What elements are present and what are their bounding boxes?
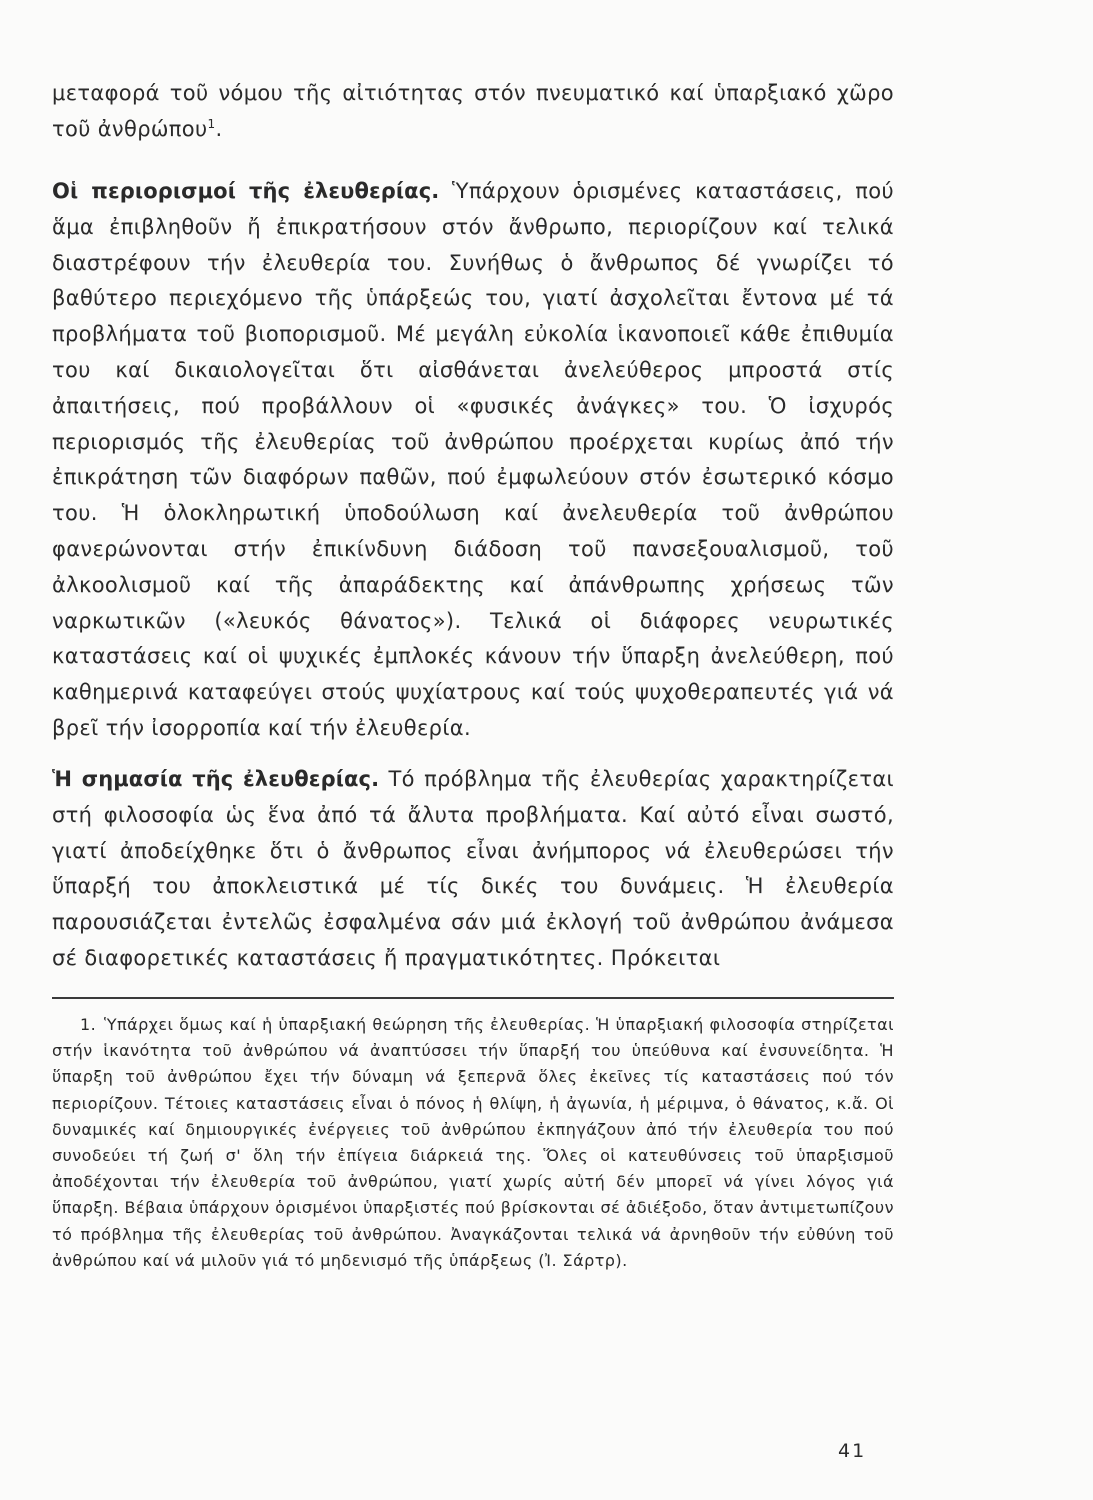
limits-body-text: Ὑπάρχουν ὁρισμένες καταστάσεις, πού ἅμα ἐπιβληθοῦν ἤ ἐπικρατήσουν στόν ἄνθρωπο, περιορίζουν καί τελικά διαστρέφουν τήν ἐλευθερία του. Συνήθως ὁ ἄνθρωπος δέ γνωρίζει τό βαθύτερο περιεχόμενο τῆς ὑπάρξεώς του, γιατί ἀσχολεῖται ἔντονα μέ τά προβλήματα τοῦ βιοπορισμοῦ. Μέ μεγάλη εὐκολία ἱκανοποιεῖ κάθε ἐπιθυμία του καί δικαιολογεῖται ὅτι αἰσθάνεται ἀνελεύθερος μπροστά στίς ἀπαιτήσεις, πού προβάλλουν οἱ «φυσικές ἀνάγκες» του. Ὁ ἰσχυρός περιορισμός τῆς ἐλευθερίας τοῦ ἀνθρώπου προέρχεται κυρίως ἀπό τήν ἐπικράτηση τῶν διαφόρων παθῶν, πού ἐμφωλεύουν στόν ἐσωτερικό κόσμο του. Ἡ ὁλοκληρωτική ὑποδούλωση καί ἀνελευθερία τοῦ ἀνθρώπου φανερώνονται στήν ἐπικίνδυνη διάδοση τοῦ πανσεξουαλισμοῦ, τοῦ ἀλκοολισμοῦ καί τῆς ἀπαράδεκτης καί ἀπάνθρωπης χρήσεως τῶν ναρκωτικῶν («λευκός θάνατος»). Τελικά οἱ διάφορες νευρωτικές καταστάσεις καί οἱ ψυχικές ἐμπλοκές κάνουν τήν ὕπαρξη ἀνελεύθερη, πού καθημερινά καταφεύγει στούς ψυχίατρους καί τούς ψυχοθεραπευτές γιά νά βρεῖ τήν ἰσορροπία καί τήν ἐλευθερία. — [52, 179, 894, 740]
page-number: 41 — [838, 1440, 867, 1462]
footnote-text: Ὑπάρχει ὅμως καί ἡ ὑπαρξιακή θεώρηση τῆς ἐλευθερίας. Ἡ ὑπαρξιακή φιλοσοφία στηρίζεται στήν ἱκανότητα τοῦ ἀνθρώπου νά ἀναπτύσσει τήν ὕπαρξή του ὑπεύθυνα καί ἐνσυνείδητα. Ἡ ὕπαρξη τοῦ ἀνθρώπου ἔχει τήν δύναμη νά ξεπερνᾶ ὅλες ἐκεῖνες τίς καταστάσεις πού τόν περιορίζουν. Τέτοιες καταστάσεις εἶναι ὁ πόνος ἡ θλίψη, ἡ ἀγωνία, ἡ μέριμνα, ὁ θάνατος, κ.ἄ. Οἱ δυναμικές καί δημιουργικές ἐνέργειες τοῦ ἀνθρώπου ἐκπηγάζουν ἀπό τήν ἐλευθερία του πού συνοδεύει τή ζωή σ' ὅλη τήν ἐπίγεια διάρκειά της. Ὅλες οἱ κατευθύνσεις τοῦ ὑπαρξισμοῦ ἀποδέχονται τήν ἐλευθερία τοῦ ἀνθρώπου, γιατί χωρίς αὐτή δέν μπορεῖ νά γίνει λόγος γιά ὕπαρξη. Βέβαια ὑπάρχουν ὁρισμένοι ὑπαρξιστές πού βρίσκονται σέ ἀδιέξοδο, ὅταν ἀντιμετωπίζουν τό πρόβλημα τῆς ἐλευθερίας τοῦ ἀνθρώπου. Ἀναγκάζονται τελικά νά ἀρνηθοῦν τήν εὐθύνη τοῦ ἀνθρώπου καί νά μιλοῦν γιά τό μηδενισμό τῆς ὑπάρξεως (Ἰ. Σάρτρ). — [52, 1015, 894, 1270]
footnote-number: 1. — [80, 1015, 97, 1034]
footnote — [52, 1012, 894, 1274]
section-heading-limits: Οἱ περιορισμοί τῆς ἐλευθερίας. — [52, 179, 440, 203]
paragraph-intro — [52, 76, 894, 148]
intro-tail: . — [215, 116, 223, 141]
section-heading-meaning: Ἡ σημασία τῆς ἐλευθερίας. — [52, 767, 380, 791]
paragraph-meaning-of-freedom — [52, 762, 894, 977]
footnote-reference: 1 — [207, 116, 216, 131]
footnote-divider — [52, 997, 894, 999]
paragraph-limits-of-freedom — [52, 174, 894, 747]
meaning-body-text: Τό πρόβλημα τῆς ἐλευθερίας χαρακτηρίζεται στή φιλοσοφία ὡς ἕνα ἀπό τά ἄλυτα προβλήματα. Καί αὐτό εἶναι σωστό, γιατί ἀποδείχθηκε ὅτι ὁ ἄνθρωπος εἶναι ἀνήμπορος νά ἐλευθερώσει τήν ὕπαρξή του ἀποκλειστικά μέ τίς δικές του δυνάμεις. Ἡ ἐλευθερία παρουσιάζεται ἐντελῶς ἐσφαλμένα σάν μιά ἐκλογή τοῦ ἀνθρώπου ἀνάμεσα σέ διαφορετικές καταστάσεις ἤ πραγματικότητες. Πρόκειται — [52, 767, 894, 970]
intro-text: μεταφορά τοῦ νόμου τῆς αἰτιότητας στόν πνευματικό καί ὑπαρξιακό χῶρο τοῦ ἀνθρώπου — [52, 81, 894, 141]
